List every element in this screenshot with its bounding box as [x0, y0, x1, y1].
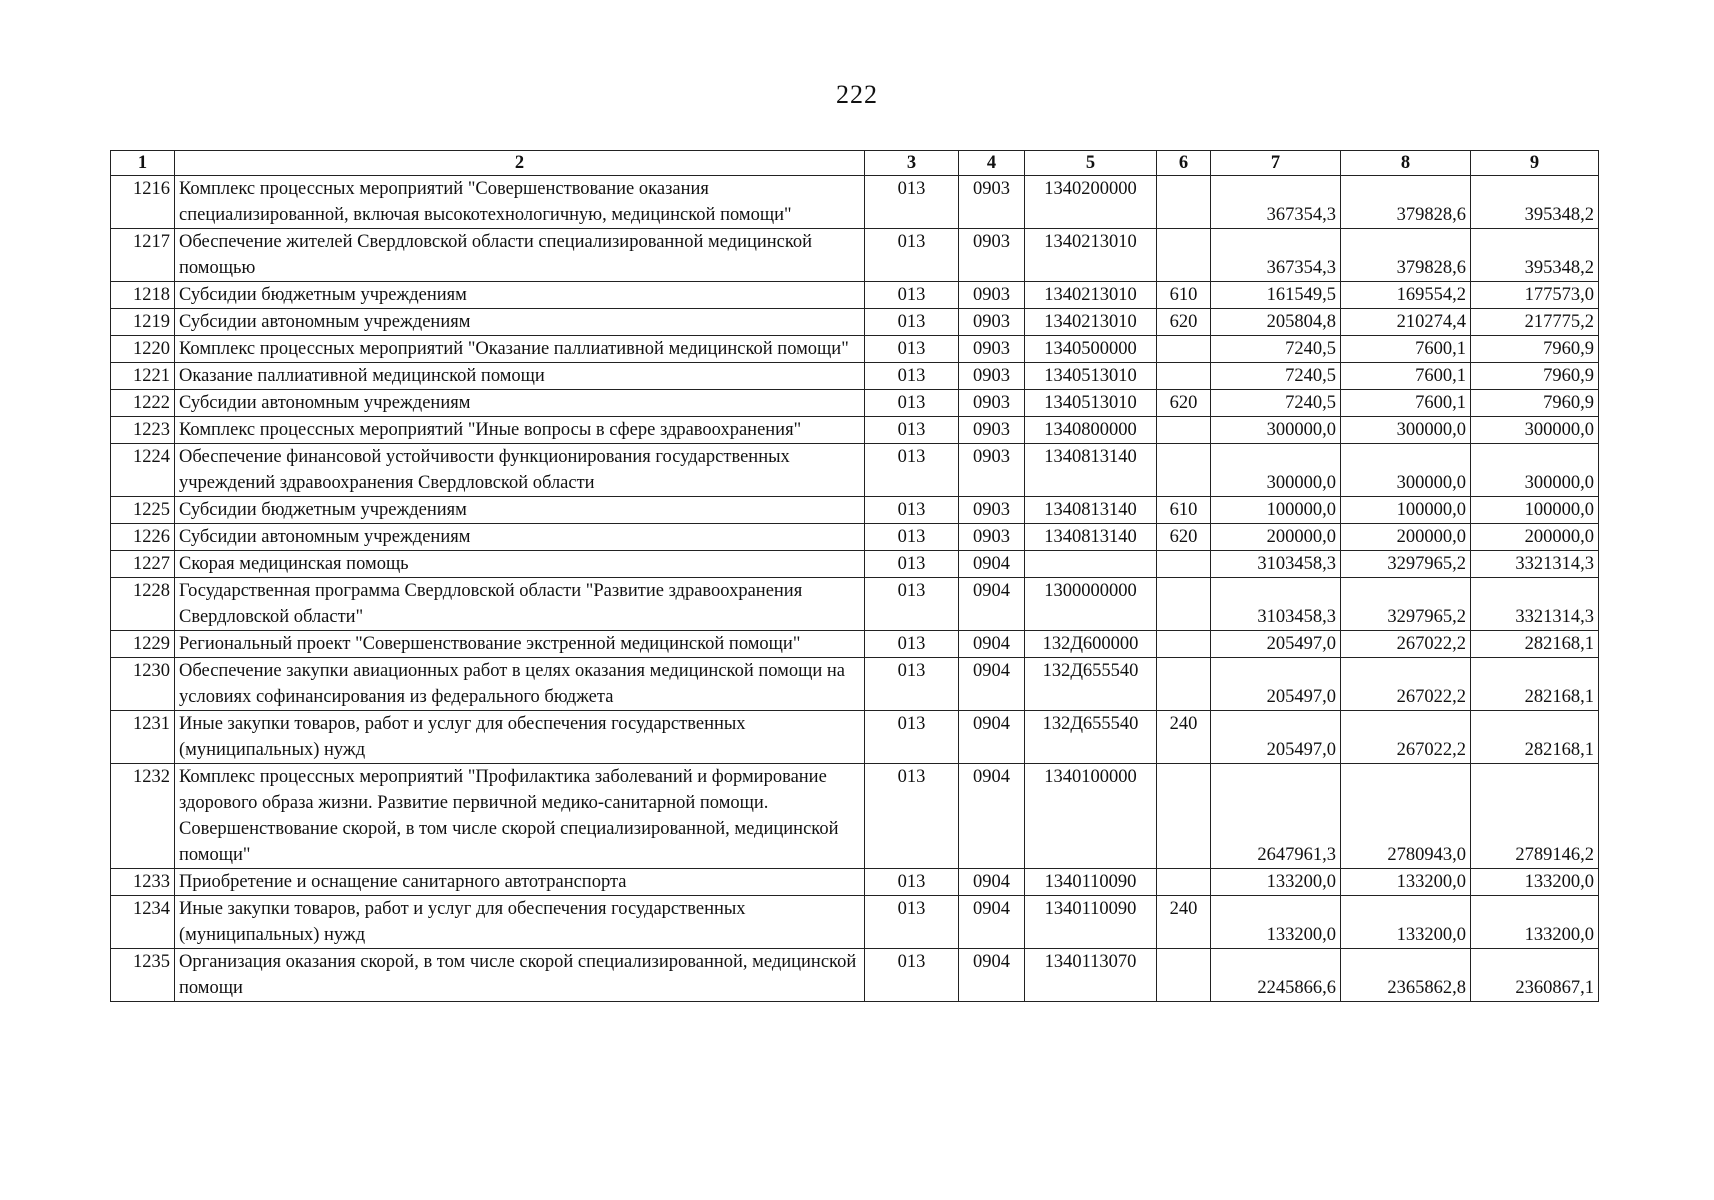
target-article-cell: 1300000000 [1025, 578, 1157, 631]
amount-col8-cell: 133200,0 [1341, 869, 1471, 896]
header-cell: 7 [1211, 151, 1341, 176]
amount-col7-cell: 367354,3 [1211, 176, 1341, 229]
row-number-cell: 1233 [111, 869, 175, 896]
target-article-cell: 1340813140 [1025, 497, 1157, 524]
section-code-cell: 0904 [959, 631, 1025, 658]
section-code-cell: 0903 [959, 363, 1025, 390]
item-name-cell: Комплекс процессных мероприятий "Иные вопросы в сфере здравоохранения" [175, 417, 865, 444]
amount-col9-cell: 177573,0 [1471, 282, 1599, 309]
department-code-cell: 013 [865, 869, 959, 896]
amount-col9-cell: 282168,1 [1471, 631, 1599, 658]
row-number-cell: 1219 [111, 309, 175, 336]
table-row [111, 363, 1599, 390]
section-code-cell: 0903 [959, 336, 1025, 363]
expense-type-cell [1157, 764, 1211, 869]
target-article-cell: 1340813140 [1025, 524, 1157, 551]
row-number-cell: 1229 [111, 631, 175, 658]
amount-col7-cell: 100000,0 [1211, 497, 1341, 524]
expense-type-cell: 240 [1157, 711, 1211, 764]
amount-col7-cell: 205804,8 [1211, 309, 1341, 336]
amount-col8-cell: 3297965,2 [1341, 578, 1471, 631]
row-number-cell: 1224 [111, 444, 175, 497]
amount-col8-cell: 200000,0 [1341, 524, 1471, 551]
target-article-cell: 1340113070 [1025, 949, 1157, 1002]
amount-col7-cell: 3103458,3 [1211, 578, 1341, 631]
item-name-cell: Субсидии бюджетным учреждениям [175, 282, 865, 309]
department-code-cell: 013 [865, 417, 959, 444]
item-name-cell: Субсидии бюджетным учреждениям [175, 497, 865, 524]
amount-col8-cell: 267022,2 [1341, 631, 1471, 658]
department-code-cell: 013 [865, 578, 959, 631]
amount-col9-cell: 395348,2 [1471, 176, 1599, 229]
header-cell: 5 [1025, 151, 1157, 176]
department-code-cell: 013 [865, 551, 959, 578]
row-number-cell: 1234 [111, 896, 175, 949]
row-number-cell: 1228 [111, 578, 175, 631]
table-row [111, 309, 1599, 336]
amount-col7-cell: 367354,3 [1211, 229, 1341, 282]
expense-type-cell [1157, 363, 1211, 390]
expense-type-cell: 240 [1157, 896, 1211, 949]
amount-col8-cell: 2365862,8 [1341, 949, 1471, 1002]
target-article-cell: 1340100000 [1025, 764, 1157, 869]
expense-type-cell [1157, 417, 1211, 444]
item-name-cell: Региональный проект "Совершенствование экстренной медицинской помощи" [175, 631, 865, 658]
section-code-cell: 0904 [959, 949, 1025, 1002]
department-code-cell: 013 [865, 658, 959, 711]
amount-col9-cell: 3321314,3 [1471, 551, 1599, 578]
section-code-cell: 0903 [959, 309, 1025, 336]
target-article-cell: 132Д600000 [1025, 631, 1157, 658]
expense-type-cell: 620 [1157, 524, 1211, 551]
amount-col9-cell: 300000,0 [1471, 417, 1599, 444]
amount-col8-cell: 100000,0 [1341, 497, 1471, 524]
amount-col8-cell: 300000,0 [1341, 417, 1471, 444]
department-code-cell: 013 [865, 444, 959, 497]
expense-type-cell [1157, 658, 1211, 711]
row-number-cell: 1217 [111, 229, 175, 282]
section-code-cell: 0904 [959, 896, 1025, 949]
amount-col9-cell: 395348,2 [1471, 229, 1599, 282]
target-article-cell: 1340500000 [1025, 336, 1157, 363]
expense-type-cell: 620 [1157, 309, 1211, 336]
item-name-cell: Комплекс процессных мероприятий "Оказание паллиативной медицинской помощи" [175, 336, 865, 363]
row-number-cell: 1223 [111, 417, 175, 444]
target-article-cell: 1340200000 [1025, 176, 1157, 229]
amount-col8-cell: 7600,1 [1341, 390, 1471, 417]
amount-col8-cell: 379828,6 [1341, 229, 1471, 282]
table-row [111, 949, 1599, 1002]
row-number-cell: 1231 [111, 711, 175, 764]
target-article-cell [1025, 551, 1157, 578]
item-name-cell: Иные закупки товаров, работ и услуг для обеспечения государственных (муниципальных) нужд [175, 896, 865, 949]
item-name-cell: Обеспечение финансовой устойчивости функционирования государственных учреждений здравоохранения Свердловской области [175, 444, 865, 497]
target-article-cell: 1340513010 [1025, 390, 1157, 417]
section-code-cell: 0903 [959, 417, 1025, 444]
target-article-cell: 1340110090 [1025, 869, 1157, 896]
row-number-cell: 1230 [111, 658, 175, 711]
target-article-cell: 1340110090 [1025, 896, 1157, 949]
amount-col7-cell: 7240,5 [1211, 336, 1341, 363]
table-row [111, 896, 1599, 949]
item-name-cell: Обеспечение закупки авиационных работ в целях оказания медицинской помощи на условиях софинансирования из федерального бюджета [175, 658, 865, 711]
table-row [111, 444, 1599, 497]
expense-type-cell [1157, 949, 1211, 1002]
department-code-cell: 013 [865, 229, 959, 282]
section-code-cell: 0903 [959, 176, 1025, 229]
amount-col9-cell: 133200,0 [1471, 896, 1599, 949]
row-number-cell: 1225 [111, 497, 175, 524]
amount-col7-cell: 7240,5 [1211, 363, 1341, 390]
row-number-cell: 1221 [111, 363, 175, 390]
department-code-cell: 013 [865, 176, 959, 229]
amount-col7-cell: 7240,5 [1211, 390, 1341, 417]
row-number-cell: 1232 [111, 764, 175, 869]
section-code-cell: 0903 [959, 497, 1025, 524]
expense-type-cell: 610 [1157, 497, 1211, 524]
budget-table [110, 150, 1599, 1002]
item-name-cell: Приобретение и оснащение санитарного автотранспорта [175, 869, 865, 896]
amount-col8-cell: 210274,4 [1341, 309, 1471, 336]
row-number-cell: 1235 [111, 949, 175, 1002]
item-name-cell: Государственная программа Свердловской области "Развитие здравоохранения Свердловской области" [175, 578, 865, 631]
amount-col8-cell: 379828,6 [1341, 176, 1471, 229]
department-code-cell: 013 [865, 524, 959, 551]
expense-type-cell [1157, 444, 1211, 497]
amount-col9-cell: 2360867,1 [1471, 949, 1599, 1002]
amount-col7-cell: 133200,0 [1211, 896, 1341, 949]
table-row [111, 658, 1599, 711]
department-code-cell: 013 [865, 336, 959, 363]
section-code-cell: 0904 [959, 711, 1025, 764]
item-name-cell: Субсидии автономным учреждениям [175, 309, 865, 336]
header-row [111, 151, 1599, 176]
section-code-cell: 0903 [959, 524, 1025, 551]
page-number: 222 [836, 80, 878, 109]
section-code-cell: 0904 [959, 658, 1025, 711]
header-cell: 8 [1341, 151, 1471, 176]
section-code-cell: 0903 [959, 282, 1025, 309]
amount-col9-cell: 300000,0 [1471, 444, 1599, 497]
target-article-cell: 1340213010 [1025, 282, 1157, 309]
amount-col8-cell: 2780943,0 [1341, 764, 1471, 869]
amount-col9-cell: 217775,2 [1471, 309, 1599, 336]
amount-col9-cell: 133200,0 [1471, 869, 1599, 896]
department-code-cell: 013 [865, 631, 959, 658]
amount-col8-cell: 3297965,2 [1341, 551, 1471, 578]
header-cell: 9 [1471, 151, 1599, 176]
table-row [111, 282, 1599, 309]
row-number-cell: 1222 [111, 390, 175, 417]
expense-type-cell: 620 [1157, 390, 1211, 417]
amount-col7-cell: 205497,0 [1211, 658, 1341, 711]
amount-col7-cell: 3103458,3 [1211, 551, 1341, 578]
item-name-cell: Иные закупки товаров, работ и услуг для обеспечения государственных (муниципальных) нужд [175, 711, 865, 764]
item-name-cell: Комплекс процессных мероприятий "Профилактика заболеваний и формирование здорового образа жизни. Развитие первичной медико-санитарной помощи. Совершенствование скорой, в том числе скорой специализированной, медицинской помощи" [175, 764, 865, 869]
target-article-cell: 1340513010 [1025, 363, 1157, 390]
header-cell: 1 [111, 151, 175, 176]
section-code-cell: 0904 [959, 551, 1025, 578]
amount-col9-cell: 3321314,3 [1471, 578, 1599, 631]
department-code-cell: 013 [865, 949, 959, 1002]
amount-col9-cell: 282168,1 [1471, 711, 1599, 764]
table-row [111, 869, 1599, 896]
amount-col7-cell: 2245866,6 [1211, 949, 1341, 1002]
section-code-cell: 0904 [959, 869, 1025, 896]
expense-type-cell [1157, 631, 1211, 658]
amount-col9-cell: 7960,9 [1471, 363, 1599, 390]
amount-col9-cell: 2789146,2 [1471, 764, 1599, 869]
section-code-cell: 0903 [959, 390, 1025, 417]
expense-type-cell [1157, 578, 1211, 631]
expense-type-cell [1157, 336, 1211, 363]
header-cell: 2 [175, 151, 865, 176]
header-cell: 3 [865, 151, 959, 176]
item-name-cell: Субсидии автономным учреждениям [175, 390, 865, 417]
department-code-cell: 013 [865, 390, 959, 417]
row-number-cell: 1220 [111, 336, 175, 363]
header-cell: 6 [1157, 151, 1211, 176]
amount-col8-cell: 267022,2 [1341, 711, 1471, 764]
amount-col8-cell: 169554,2 [1341, 282, 1471, 309]
target-article-cell: 1340800000 [1025, 417, 1157, 444]
department-code-cell: 013 [865, 896, 959, 949]
department-code-cell: 013 [865, 282, 959, 309]
amount-col7-cell: 205497,0 [1211, 711, 1341, 764]
department-code-cell: 013 [865, 711, 959, 764]
section-code-cell: 0903 [959, 229, 1025, 282]
department-code-cell: 013 [865, 363, 959, 390]
table-row [111, 390, 1599, 417]
amount-col8-cell: 133200,0 [1341, 896, 1471, 949]
amount-col9-cell: 282168,1 [1471, 658, 1599, 711]
amount-col8-cell: 300000,0 [1341, 444, 1471, 497]
department-code-cell: 013 [865, 764, 959, 869]
table-row [111, 417, 1599, 444]
row-number-cell: 1226 [111, 524, 175, 551]
amount-col7-cell: 300000,0 [1211, 444, 1341, 497]
section-code-cell: 0903 [959, 444, 1025, 497]
target-article-cell: 1340813140 [1025, 444, 1157, 497]
table-row [111, 631, 1599, 658]
row-number-cell: 1227 [111, 551, 175, 578]
amount-col8-cell: 267022,2 [1341, 658, 1471, 711]
table-row [111, 551, 1599, 578]
expense-type-cell [1157, 551, 1211, 578]
amount-col8-cell: 7600,1 [1341, 336, 1471, 363]
table-row [111, 229, 1599, 282]
row-number-cell: 1216 [111, 176, 175, 229]
target-article-cell: 1340213010 [1025, 309, 1157, 336]
expense-type-cell [1157, 176, 1211, 229]
target-article-cell: 132Д655540 [1025, 711, 1157, 764]
amount-col7-cell: 133200,0 [1211, 869, 1341, 896]
header-cell: 4 [959, 151, 1025, 176]
row-number-cell: 1218 [111, 282, 175, 309]
table-row [111, 524, 1599, 551]
amount-col9-cell: 7960,9 [1471, 336, 1599, 363]
target-article-cell: 1340213010 [1025, 229, 1157, 282]
amount-col7-cell: 161549,5 [1211, 282, 1341, 309]
section-code-cell: 0904 [959, 764, 1025, 869]
table-row [111, 578, 1599, 631]
expense-type-cell [1157, 869, 1211, 896]
table-row [111, 336, 1599, 363]
amount-col7-cell: 200000,0 [1211, 524, 1341, 551]
table-row [111, 497, 1599, 524]
amount-col8-cell: 7600,1 [1341, 363, 1471, 390]
amount-col9-cell: 100000,0 [1471, 497, 1599, 524]
target-article-cell: 132Д655540 [1025, 658, 1157, 711]
table-row [111, 764, 1599, 869]
amount-col9-cell: 200000,0 [1471, 524, 1599, 551]
table-body [111, 176, 1599, 1002]
item-name-cell: Комплекс процессных мероприятий "Совершенствование оказания специализированной, включая высокотехнологичную, медицинской помощи" [175, 176, 865, 229]
item-name-cell: Обеспечение жителей Свердловской области специализированной медицинской помощью [175, 229, 865, 282]
item-name-cell: Субсидии автономным учреждениям [175, 524, 865, 551]
item-name-cell: Скорая медицинская помощь [175, 551, 865, 578]
amount-col7-cell: 205497,0 [1211, 631, 1341, 658]
item-name-cell: Оказание паллиативной медицинской помощи [175, 363, 865, 390]
expense-type-cell: 610 [1157, 282, 1211, 309]
department-code-cell: 013 [865, 497, 959, 524]
item-name-cell: Организация оказания скорой, в том числе скорой специализированной, медицинской помощи [175, 949, 865, 1002]
expense-type-cell [1157, 229, 1211, 282]
department-code-cell: 013 [865, 309, 959, 336]
amount-col7-cell: 300000,0 [1211, 417, 1341, 444]
table-row [111, 711, 1599, 764]
amount-col9-cell: 7960,9 [1471, 390, 1599, 417]
amount-col7-cell: 2647961,3 [1211, 764, 1341, 869]
table-row [111, 176, 1599, 229]
section-code-cell: 0904 [959, 578, 1025, 631]
